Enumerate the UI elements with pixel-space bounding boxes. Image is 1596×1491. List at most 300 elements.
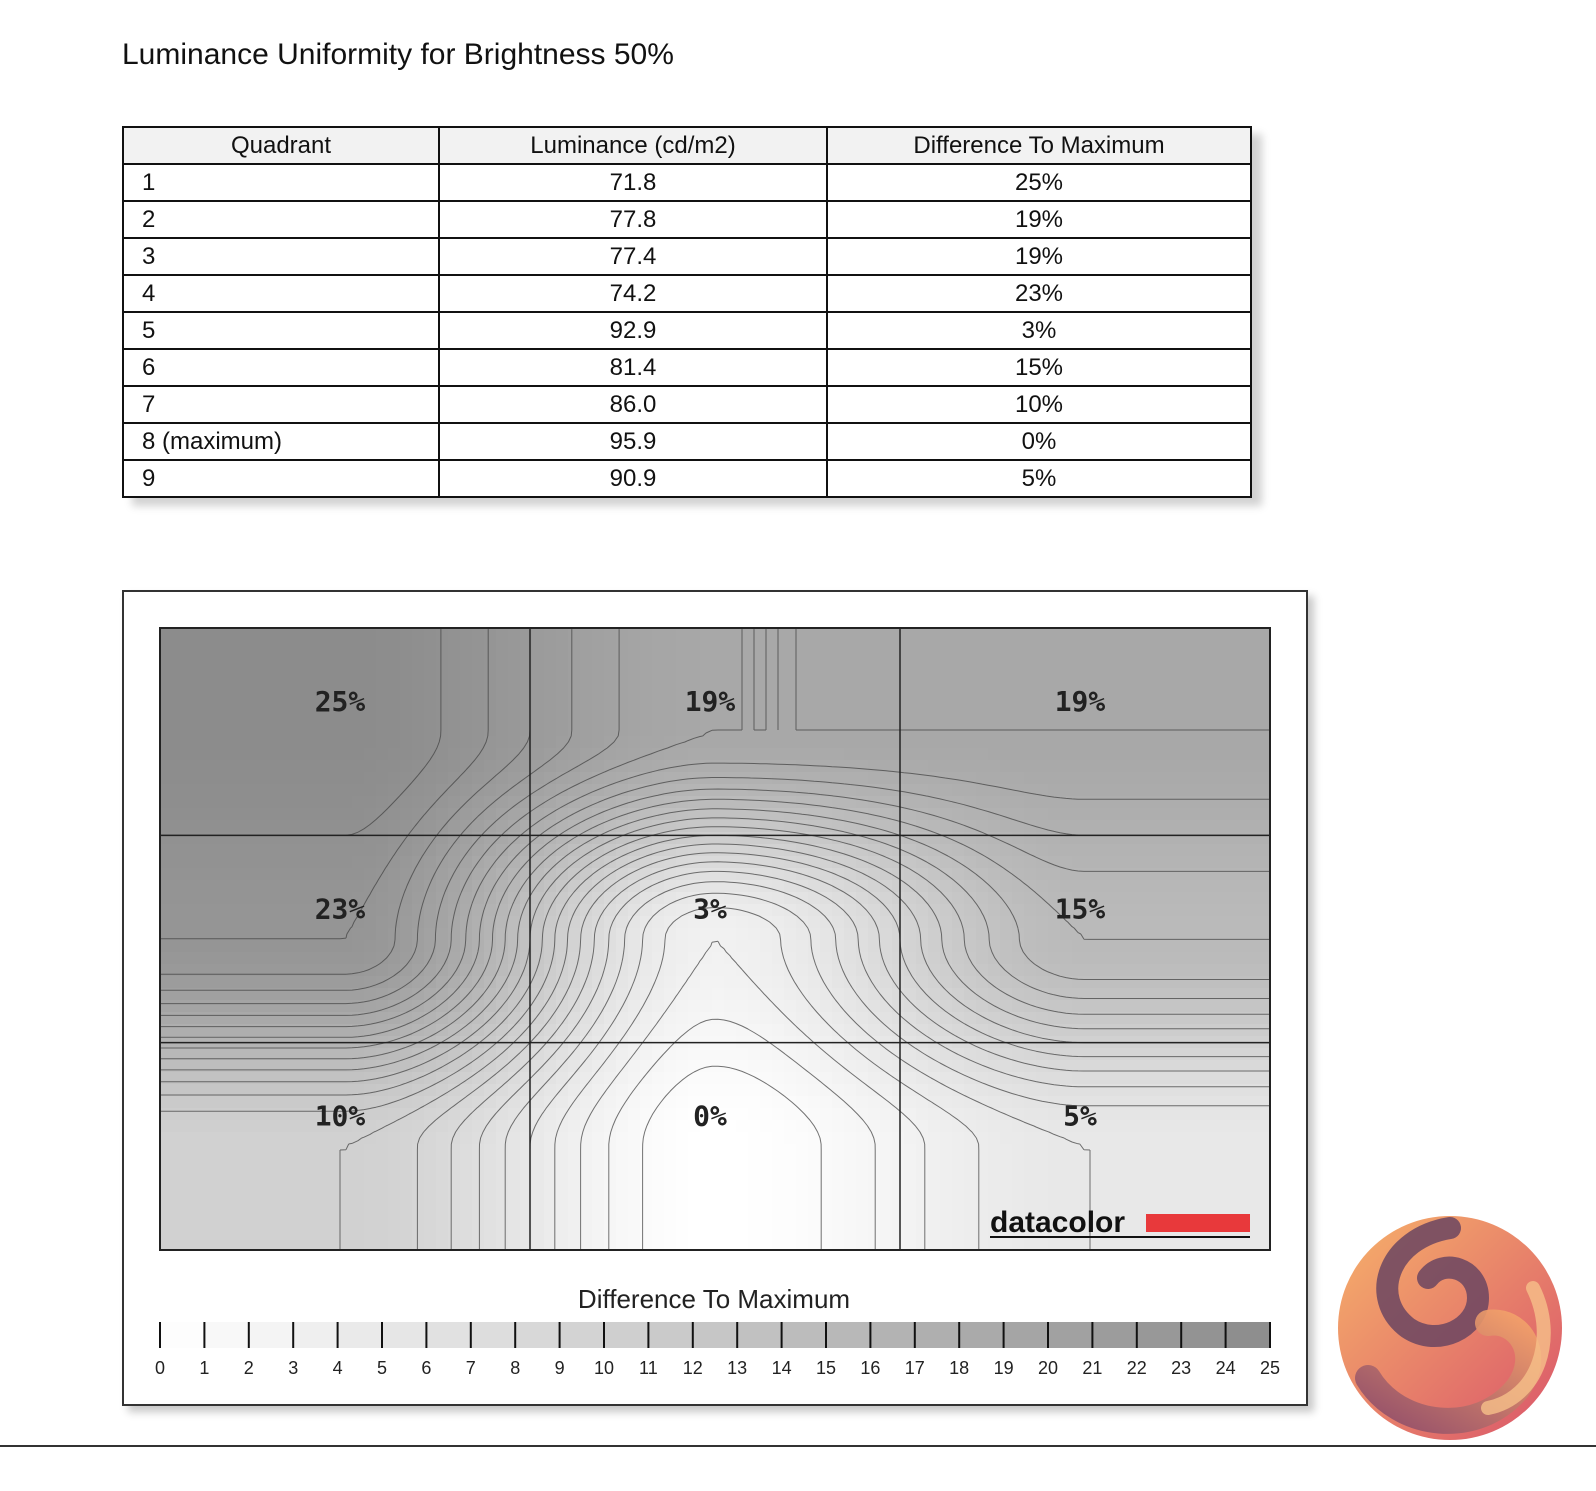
heatmap-pixel xyxy=(208,784,221,797)
heatmap-pixel xyxy=(352,1192,365,1205)
heatmap-pixel xyxy=(364,1084,377,1097)
heatmap-pixel xyxy=(832,1072,845,1085)
heatmap-pixel xyxy=(196,820,209,833)
heatmap-pixel xyxy=(376,772,389,785)
heatmap-pixel xyxy=(1228,1120,1241,1133)
heatmap-pixel xyxy=(652,1192,665,1205)
heatmap-pixel xyxy=(724,1156,737,1169)
heatmap-pixel xyxy=(616,1060,629,1073)
heatmap-pixel xyxy=(1204,760,1217,773)
heatmap-pixel xyxy=(388,964,401,977)
heatmap-pixel xyxy=(196,736,209,749)
heatmap-pixel xyxy=(736,1120,749,1133)
heatmap-pixel xyxy=(412,1168,425,1181)
heatmap-pixel xyxy=(1252,1000,1265,1013)
heatmap-pixel xyxy=(1204,892,1217,905)
heatmap-pixel xyxy=(964,784,977,797)
heatmap-pixel xyxy=(880,1048,893,1061)
heatmap-pixel xyxy=(628,784,641,797)
heatmap-pixel xyxy=(1228,976,1241,989)
heatmap-pixel xyxy=(856,976,869,989)
heatmap-pixel xyxy=(184,976,197,989)
heatmap-pixel xyxy=(700,640,713,653)
heatmap-pixel xyxy=(712,1012,725,1025)
heatmap-pixel xyxy=(664,1192,677,1205)
heatmap-pixel xyxy=(904,760,917,773)
heatmap-pixel xyxy=(352,628,365,641)
heatmap-pixel xyxy=(952,1096,965,1109)
heatmap-pixel xyxy=(736,868,749,881)
heatmap-pixel xyxy=(832,1204,845,1217)
heatmap-pixel xyxy=(1216,628,1229,641)
heatmap-pixel xyxy=(844,940,857,953)
heatmap-pixel xyxy=(676,904,689,917)
heatmap-pixel xyxy=(1180,976,1193,989)
heatmap-pixel xyxy=(1168,904,1181,917)
heatmap-pixel xyxy=(1120,1180,1133,1193)
heatmap-pixel xyxy=(316,628,329,641)
heatmap-pixel xyxy=(964,1024,977,1037)
heatmap-pixel xyxy=(892,712,905,725)
heatmap-pixel xyxy=(1012,796,1025,809)
heatmap-pixel xyxy=(640,1060,653,1073)
heatmap-pixel xyxy=(1108,676,1121,689)
heatmap-pixel xyxy=(1132,736,1145,749)
heatmap-pixel xyxy=(172,1156,185,1169)
heatmap-pixel xyxy=(544,700,557,713)
heatmap-pixel xyxy=(652,1000,665,1013)
heatmap-pixel xyxy=(1132,1072,1145,1085)
heatmap-pixel xyxy=(172,1000,185,1013)
legend-swatch xyxy=(204,1322,248,1348)
heatmap-pixel xyxy=(928,772,941,785)
heatmap-pixel xyxy=(496,628,509,641)
heatmap-pixel xyxy=(856,832,869,845)
heatmap-pixel xyxy=(364,988,377,1001)
heatmap-pixel xyxy=(436,1204,449,1217)
heatmap-pixel xyxy=(328,652,341,665)
heatmap-pixel xyxy=(436,928,449,941)
heatmap-pixel xyxy=(880,1180,893,1193)
heatmap-pixel xyxy=(400,1168,413,1181)
heatmap-pixel xyxy=(268,1060,281,1073)
heatmap-pixel xyxy=(1156,1024,1169,1037)
heatmap-pixel xyxy=(832,916,845,929)
heatmap-pixel xyxy=(1012,1156,1025,1169)
heatmap-pixel xyxy=(472,1216,485,1229)
heatmap-pixel xyxy=(832,1192,845,1205)
heatmap-pixel xyxy=(796,1084,809,1097)
heatmap-pixel xyxy=(208,880,221,893)
heatmap-pixel xyxy=(316,1000,329,1013)
heatmap-pixel xyxy=(1132,844,1145,857)
heatmap-pixel xyxy=(544,724,557,737)
heatmap-pixel xyxy=(916,628,929,641)
heatmap-pixel xyxy=(1120,1156,1133,1169)
heatmap-pixel xyxy=(808,640,821,653)
luminance-table xyxy=(122,126,1252,498)
heatmap-pixel xyxy=(1000,1144,1013,1157)
heatmap-pixel xyxy=(748,1108,761,1121)
heatmap-pixel xyxy=(1216,1144,1229,1157)
heatmap-pixel xyxy=(820,1192,833,1205)
heatmap-pixel xyxy=(1228,1192,1241,1205)
heatmap-pixel xyxy=(1108,748,1121,761)
heatmap-pixel xyxy=(808,1144,821,1157)
heatmap-pixel xyxy=(436,700,449,713)
heatmap-pixel xyxy=(1060,784,1073,797)
heatmap-pixel xyxy=(748,820,761,833)
heatmap-pixel xyxy=(928,940,941,953)
heatmap-pixel xyxy=(1168,1048,1181,1061)
heatmap-pixel xyxy=(1084,808,1097,821)
heatmap-pixel xyxy=(856,1084,869,1097)
heatmap-pixel xyxy=(244,1024,257,1037)
heatmap-pixel xyxy=(604,712,617,725)
heatmap-pixel xyxy=(508,880,521,893)
heatmap-pixel xyxy=(172,784,185,797)
heatmap-pixel xyxy=(916,640,929,653)
heatmap-pixel xyxy=(1228,1180,1241,1193)
heatmap-pixel xyxy=(532,1132,545,1145)
heatmap-pixel xyxy=(1096,1168,1109,1181)
heatmap-pixel xyxy=(400,748,413,761)
heatmap-pixel xyxy=(448,1120,461,1133)
heatmap-pixel xyxy=(796,1024,809,1037)
heatmap-pixel xyxy=(676,1156,689,1169)
heatmap-pixel xyxy=(436,712,449,725)
heatmap-pixel xyxy=(1168,892,1181,905)
heatmap-pixel xyxy=(184,1192,197,1205)
heatmap-pixel xyxy=(628,976,641,989)
heatmap-pixel xyxy=(1024,1180,1037,1193)
heatmap-pixel xyxy=(976,760,989,773)
heatmap-pixel xyxy=(580,1012,593,1025)
heatmap-pixel xyxy=(856,1060,869,1073)
heatmap-pixel xyxy=(1144,772,1157,785)
heatmap-pixel xyxy=(280,1060,293,1073)
heatmap-pixel xyxy=(292,676,305,689)
heatmap-pixel xyxy=(736,796,749,809)
heatmap-pixel xyxy=(292,760,305,773)
heatmap-pixel xyxy=(1012,964,1025,977)
heatmap-pixel xyxy=(556,1216,569,1229)
heatmap-pixel xyxy=(604,676,617,689)
brand-wordmark: datacolor xyxy=(990,1206,1126,1239)
heatmap-pixel xyxy=(292,1120,305,1133)
heatmap-pixel xyxy=(808,772,821,785)
heatmap-pixel xyxy=(568,640,581,653)
heatmap-pixel xyxy=(1096,1108,1109,1121)
heatmap-pixel xyxy=(940,1228,953,1241)
heatmap-pixel xyxy=(964,700,977,713)
heatmap-pixel xyxy=(316,1216,329,1229)
heatmap-pixel xyxy=(1060,1192,1073,1205)
heatmap-pixel xyxy=(544,856,557,869)
heatmap-pixel xyxy=(220,1060,233,1073)
heatmap-pixel xyxy=(808,1228,821,1241)
heatmap-pixel xyxy=(280,748,293,761)
heatmap-pixel xyxy=(196,952,209,965)
heatmap-pixel xyxy=(988,652,1001,665)
heatmap-pixel xyxy=(1012,700,1025,713)
heatmap-pixel xyxy=(820,880,833,893)
heatmap-pixel xyxy=(988,928,1001,941)
heatmap-pixel xyxy=(712,868,725,881)
heatmap-pixel xyxy=(856,808,869,821)
heatmap-pixel xyxy=(352,1060,365,1073)
heatmap-pixel xyxy=(508,700,521,713)
heatmap-pixel xyxy=(580,1072,593,1085)
heatmap-pixel xyxy=(220,688,233,701)
heatmap-pixel xyxy=(388,676,401,689)
table-row xyxy=(123,312,1251,349)
heatmap-pixel xyxy=(532,772,545,785)
heatmap-pixel xyxy=(1168,652,1181,665)
heatmap-pixel xyxy=(592,1204,605,1217)
heatmap-pixel xyxy=(856,700,869,713)
heatmap-pixel xyxy=(172,688,185,701)
heatmap-pixel xyxy=(916,1228,929,1241)
heatmap-pixel xyxy=(904,928,917,941)
heatmap-pixel xyxy=(304,1072,317,1085)
heatmap-pixel xyxy=(1192,1072,1205,1085)
heatmap-pixel xyxy=(544,676,557,689)
heatmap-pixel xyxy=(460,820,473,833)
heatmap-pixel xyxy=(412,1180,425,1193)
heatmap-pixel xyxy=(964,928,977,941)
heatmap-pixel xyxy=(700,1132,713,1145)
heatmap-pixel xyxy=(1060,988,1073,1001)
cell-difference: 23% xyxy=(827,275,1251,312)
heatmap-pixel xyxy=(916,1108,929,1121)
heatmap-pixel xyxy=(1000,688,1013,701)
heatmap-pixel xyxy=(160,904,173,917)
heatmap-pixel xyxy=(1048,652,1061,665)
heatmap-pixel xyxy=(1048,880,1061,893)
heatmap-pixel xyxy=(448,916,461,929)
heatmap-pixel xyxy=(460,1132,473,1145)
heatmap-pixel xyxy=(676,724,689,737)
heatmap-pixel xyxy=(268,1108,281,1121)
heatmap-pixel xyxy=(292,1192,305,1205)
heatmap-pixel xyxy=(340,664,353,677)
heatmap-pixel xyxy=(1240,1120,1253,1133)
heatmap-pixel xyxy=(1072,628,1085,641)
heatmap-pixel xyxy=(280,640,293,653)
heatmap-pixel xyxy=(340,640,353,653)
heatmap-pixel xyxy=(664,1216,677,1229)
heatmap-pixel xyxy=(1108,1096,1121,1109)
heatmap-pixel xyxy=(748,1048,761,1061)
heatmap-pixel xyxy=(712,1180,725,1193)
heatmap-pixel xyxy=(436,688,449,701)
heatmap-pixel xyxy=(232,856,245,869)
heatmap-pixel xyxy=(1084,976,1097,989)
heatmap-pixel xyxy=(760,1216,773,1229)
heatmap-pixel xyxy=(1108,784,1121,797)
heatmap-pixel xyxy=(412,1192,425,1205)
heatmap-pixel xyxy=(268,1012,281,1025)
heatmap-pixel xyxy=(916,832,929,845)
heatmap-pixel xyxy=(304,880,317,893)
heatmap-pixel xyxy=(892,1000,905,1013)
heatmap-pixel xyxy=(1108,868,1121,881)
heatmap-pixel xyxy=(952,952,965,965)
heatmap-pixel xyxy=(808,1204,821,1217)
heatmap-pixel xyxy=(376,928,389,941)
heatmap-pixel xyxy=(640,1000,653,1013)
heatmap-pixel xyxy=(448,712,461,725)
heatmap-pixel xyxy=(772,1096,785,1109)
heatmap-pixel xyxy=(448,976,461,989)
heatmap-pixel xyxy=(964,712,977,725)
heatmap-pixel xyxy=(892,652,905,665)
heatmap-pixel xyxy=(592,664,605,677)
heatmap-pixel xyxy=(1048,640,1061,653)
heatmap-pixel xyxy=(472,652,485,665)
heatmap-pixel xyxy=(1036,976,1049,989)
legend-swatch xyxy=(693,1322,737,1348)
heatmap-pixel xyxy=(844,1156,857,1169)
heatmap-pixel xyxy=(364,1108,377,1121)
cell-value-label: 3% xyxy=(693,892,727,926)
heatmap-pixel xyxy=(916,1156,929,1169)
heatmap-pixel xyxy=(736,736,749,749)
heatmap-pixel xyxy=(364,1060,377,1073)
heatmap-pixel xyxy=(436,664,449,677)
heatmap-pixel xyxy=(652,640,665,653)
heatmap-pixel xyxy=(1036,1000,1049,1013)
heatmap-pixel xyxy=(988,1132,1001,1145)
heatmap-pixel xyxy=(1168,748,1181,761)
heatmap-pixel xyxy=(1180,1180,1193,1193)
heatmap-pixel xyxy=(748,1168,761,1181)
heatmap-pixel xyxy=(820,712,833,725)
heatmap-pixel xyxy=(604,1012,617,1025)
heatmap-pixel xyxy=(1228,916,1241,929)
heatmap-pixel xyxy=(292,976,305,989)
heatmap-pixel xyxy=(796,1156,809,1169)
heatmap-pixel xyxy=(928,700,941,713)
heatmap-pixel xyxy=(232,1228,245,1241)
heatmap-pixel xyxy=(400,856,413,869)
heatmap-pixel xyxy=(1180,832,1193,845)
heatmap-pixel xyxy=(748,1156,761,1169)
heatmap-pixel xyxy=(1012,1108,1025,1121)
heatmap-pixel xyxy=(172,748,185,761)
heatmap-pixel xyxy=(196,1156,209,1169)
heatmap-pixel xyxy=(772,832,785,845)
heatmap-pixel xyxy=(316,1012,329,1025)
heatmap-pixel xyxy=(160,820,173,833)
heatmap-pixel xyxy=(400,1144,413,1157)
heatmap-pixel xyxy=(208,652,221,665)
heatmap-pixel xyxy=(1192,952,1205,965)
heatmap-pixel xyxy=(916,1084,929,1097)
heatmap-pixel xyxy=(1240,652,1253,665)
heatmap-pixel xyxy=(1036,832,1049,845)
heatmap-pixel xyxy=(1252,688,1265,701)
heatmap-pixel xyxy=(1120,700,1133,713)
heatmap-pixel xyxy=(592,1024,605,1037)
heatmap-pixel xyxy=(1228,772,1241,785)
heatmap-pixel xyxy=(1120,712,1133,725)
heatmap-pixel xyxy=(568,652,581,665)
heatmap-pixel xyxy=(172,664,185,677)
legend-swatch xyxy=(160,1322,204,1348)
heatmap-pixel xyxy=(484,796,497,809)
heatmap-pixel xyxy=(868,1228,881,1241)
heatmap-pixel xyxy=(952,928,965,941)
heatmap-pixel xyxy=(772,1024,785,1037)
heatmap-pixel xyxy=(676,820,689,833)
heatmap-pixel xyxy=(1108,964,1121,977)
heatmap-pixel xyxy=(604,736,617,749)
heatmap-pixel xyxy=(1192,652,1205,665)
heatmap-pixel xyxy=(1108,1132,1121,1145)
heatmap-pixel xyxy=(640,1096,653,1109)
heatmap-pixel xyxy=(1228,844,1241,857)
heatmap-pixel xyxy=(328,760,341,773)
heatmap-pixel xyxy=(820,748,833,761)
heatmap-pixel xyxy=(244,952,257,965)
heatmap-pixel xyxy=(580,676,593,689)
heatmap-pixel xyxy=(388,1168,401,1181)
heatmap-pixel xyxy=(280,1168,293,1181)
heatmap-pixel xyxy=(304,748,317,761)
heatmap-pixel xyxy=(664,760,677,773)
heatmap-pixel xyxy=(388,1180,401,1193)
heatmap-pixel xyxy=(832,1144,845,1157)
heatmap-pixel xyxy=(1216,1084,1229,1097)
heatmap-pixel xyxy=(604,1108,617,1121)
heatmap-pixel xyxy=(340,1072,353,1085)
heatmap-pixel xyxy=(856,1144,869,1157)
heatmap-pixel xyxy=(1096,940,1109,953)
heatmap-pixel xyxy=(1240,892,1253,905)
heatmap-pixel xyxy=(412,760,425,773)
heatmap-pixel xyxy=(616,640,629,653)
heatmap-pixel xyxy=(328,808,341,821)
heatmap-pixel xyxy=(796,1132,809,1145)
heatmap-pixel xyxy=(1204,1024,1217,1037)
heatmap-pixel xyxy=(1168,1192,1181,1205)
heatmap-pixel xyxy=(292,796,305,809)
heatmap-pixel xyxy=(1144,760,1157,773)
heatmap-pixel xyxy=(940,712,953,725)
heatmap-pixel xyxy=(196,1060,209,1073)
legend-tick-label: 11 xyxy=(639,1358,658,1378)
heatmap-pixel xyxy=(1252,772,1265,785)
heatmap-pixel xyxy=(544,892,557,905)
heatmap-pixel xyxy=(280,892,293,905)
heatmap-pixel xyxy=(1084,928,1097,941)
heatmap-pixel xyxy=(760,1204,773,1217)
heatmap-pixel xyxy=(1156,1132,1169,1145)
heatmap-pixel xyxy=(796,1168,809,1181)
heatmap-pixel xyxy=(220,952,233,965)
heatmap-pixel xyxy=(856,1132,869,1145)
heatmap-pixel xyxy=(1180,748,1193,761)
heatmap-pixel xyxy=(280,784,293,797)
heatmap-pixel xyxy=(760,940,773,953)
heatmap-pixel xyxy=(940,796,953,809)
heatmap-pixel xyxy=(652,976,665,989)
heatmap-pixel xyxy=(700,652,713,665)
heatmap-pixel xyxy=(940,1216,953,1229)
heatmap-pixel xyxy=(700,1216,713,1229)
